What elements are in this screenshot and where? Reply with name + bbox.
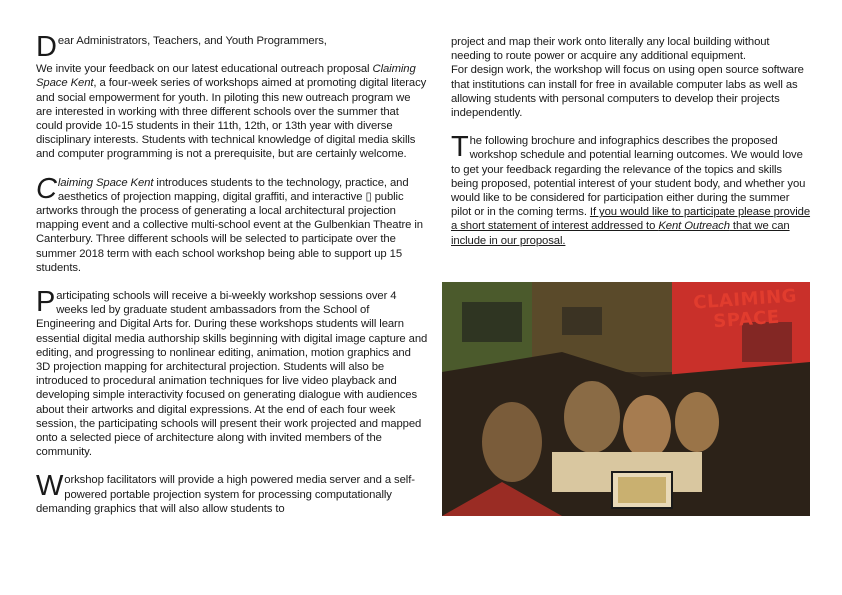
salutation-text: ear Administrators, Teachers, and Youth Programmers,	[57, 35, 327, 47]
workshop-photo	[442, 282, 810, 516]
program-title: laiming Space Kent	[57, 176, 154, 189]
description-text: introduces students to the technology, practice, and aesthetics of projection mapping, digital graffiti, and interactive ▯ public artworks through the process of generating a local architectural projection mapping event and a collective multi-school event at the Gulbenkian Theatre in Canterbury. Three different schools will be selected to participate over the summer 2018 term with each school workshop being able to support up 15 students.	[36, 176, 423, 274]
paragraph-software: For design work, the workshop will focus on using open source software that institutions can install for free in available computer labs as well as allowing students with personal computers to develop their projects independently.	[451, 64, 804, 120]
program-title: Claiming Space Kent	[36, 63, 416, 90]
outreach-name: Kent Outreach	[658, 220, 730, 233]
photo-title-line-1: CLAIMING	[692, 285, 798, 314]
paragraph-description	[36, 172, 428, 275]
drop-cap: T	[451, 131, 469, 164]
facilitators-text: orkshop facilitators will provide a high powered media server and a self-powered portable projection system for processing computationally demanding graphics that will also allow students to	[36, 474, 415, 515]
left-column	[36, 31, 428, 530]
paragraph-projection: project and map their work onto literally any local building without needing to route power or acquire any additional equipment.	[451, 36, 770, 63]
photo-title	[693, 286, 799, 333]
drop-cap: C	[36, 172, 57, 205]
right-column	[451, 35, 811, 262]
drop-cap: P	[36, 286, 56, 319]
intro-text-b: , a four-week series of workshops aimed at promoting digital literacy and social empowerment for youth. In piloting this new outreach program we are interested in working with three different schools over the summer that could provide 10-15 students in their 11th, 12th, or 13th year with diverse disciplinary interests. Students with technical knowledge of digital media skills and computer programming is not a prerequisite, but are certainly welcome.	[36, 77, 427, 161]
drop-cap: W	[36, 470, 64, 503]
paragraph-facilitators	[36, 470, 428, 516]
cta-text-a: If you would like to participate please provide a short statement of interest addressed to	[451, 206, 811, 233]
paragraph-feedback	[451, 131, 811, 248]
photo-title-line-2: SPACE	[712, 306, 781, 333]
cta-text-b: that we can include in our proposal.	[451, 220, 790, 247]
paragraph-sessions	[36, 286, 428, 459]
salutation	[36, 31, 428, 63]
intro-text-a: We invite your feedback on our latest educational outreach proposal	[36, 63, 373, 76]
feedback-text: he following brochure and infographics describes the proposed workshop schedule and potential learning outcomes. We would love to get your feedback regarding the relevance of the topics and skills being proposed, potential interest of your student body, and whether you would like to be considered for participation either during the summer pilot or in the coming terms.	[451, 135, 806, 219]
sessions-text: articipating schools will receive a bi-weekly workshop sessions over 4 weeks led by graduate student ambassadors from the School of Engineering and Digital Arts for. During these workshops students will learn essential digital media authorship skills beginning with digital image capture and editing, and progressing to nonlinear editing, animation, motion graphics and 3D projection mapping for architectural projection. Students will also be introduced to procedural animation techniques for live video playback and developing simple interactivity focused on generating dialogue with audiences about their artworks and digital expressions. At the end of each four week session, the participating schools will present their work projected and mapped onto a selected piece of architecture along with invited members of the community.	[36, 290, 428, 459]
paragraph-intro	[36, 62, 428, 161]
drop-cap: D	[36, 31, 57, 63]
